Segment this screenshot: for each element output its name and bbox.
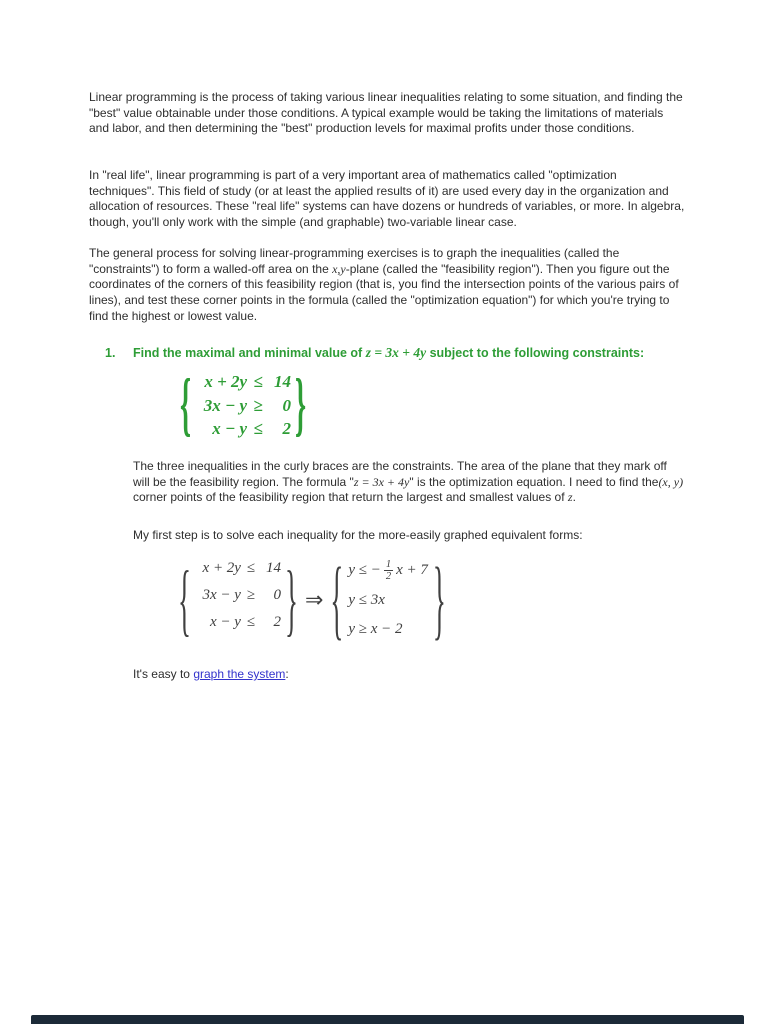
solved-row: y ≤ 3x — [348, 591, 385, 608]
xy-point-math-text: (x, y) — [658, 474, 684, 489]
constraint-row — [195, 587, 281, 614]
equivalent-forms-derivation — [178, 549, 446, 649]
constraint-row — [195, 560, 281, 587]
graph-link-line — [133, 667, 533, 683]
constraint-rhs: 14 — [265, 559, 281, 576]
problem-statement — [133, 345, 644, 361]
left-brace: { — [330, 549, 344, 649]
solved-row-pre: y ≤ − — [348, 562, 381, 579]
problem-1-heading — [105, 345, 685, 361]
paragraph-general-process-text-2: -plane (called the "feasibility region"). Then you figure out the coordinates of the corners of this feasibility region (that is, you find the intersection points of the various pairs of lines), and test these corner points in the formula (called the "optimization equation") for which you're trying to find the highest or lowest value. — [89, 261, 679, 323]
graph-link-line-before: It's easy to — [133, 667, 194, 681]
optimization-equation: z = 3x + 4y — [365, 345, 427, 360]
fraction-numerator: 1 — [385, 558, 392, 570]
solved-row: y ≥ x − 2 — [348, 621, 403, 638]
constraint-row — [195, 419, 291, 443]
paragraph-first-step: My first step is to solve each inequality for the more-easily graphed equivalent forms: — [133, 528, 583, 542]
constraint-lhs: x − y — [210, 613, 241, 630]
constraint-lhs: 3x − y — [202, 586, 241, 603]
inequality-sign: ≤ — [246, 613, 256, 630]
paragraph-explanation-text-4: . — [572, 490, 576, 505]
graph-link-line-after: : — [285, 667, 289, 681]
problem-statement-before: Find the maximal and minimal value of — [133, 346, 366, 360]
constraint-rhs: 0 — [282, 395, 292, 415]
solved-row — [348, 556, 428, 586]
formula-math-text: z = 3x + 4y — [353, 474, 410, 489]
inequality-sign: ≥ — [253, 395, 263, 415]
constraint-lhs: 3x − y — [203, 395, 248, 415]
paragraph-intro: Linear programming is the process of taking various linear inequalities relating to some situation, and finding the "best" value obtainable under those conditions. A typical example would be taking the limitations of materials and labor, and then determining the "best" production levels for maximal profits under those conditions. — [89, 90, 683, 136]
implies-arrow-icon: ⇒ — [304, 587, 324, 613]
constraint-system-green — [180, 366, 307, 446]
right-brace: } — [432, 549, 446, 649]
problem-statement-after: subject to the following constraints: — [426, 346, 645, 360]
fraction-one-half — [384, 559, 393, 583]
page-bottom-bar — [31, 1015, 744, 1024]
paragraph-explanation-text-1: The three inequalities in the curly braces are the constraints. The area of the plane that they mark off will be the feasibility region. The formula " — [133, 459, 667, 489]
constraint-lhs: x + 2y — [202, 559, 241, 576]
solved-row-post: x + 7 — [396, 562, 428, 579]
constraint-lhs: x + 2y — [204, 372, 248, 391]
constraint-row — [195, 372, 291, 396]
inequality-sign: ≥ — [246, 586, 256, 603]
inequality-sign: ≤ — [253, 419, 263, 438]
left-brace: { — [180, 366, 192, 446]
paragraph-explanation-text-3: corner points of the feasibility region that return the largest and smallest values of — [133, 490, 568, 505]
constraint-rhs: 14 — [274, 372, 292, 391]
constraint-rhs: 2 — [273, 613, 281, 630]
paragraph-explanation-text-2: " is the optimization equation. I need to find the — [409, 474, 659, 489]
paragraph-real-life: In "real life", linear programming is part of a very important area of mathematics called "optimization techniques". This field of study (or at least the applied results of it) are used every day in the organization and allocation of resources. These "real life" systems can have dozens or hundreds of variables, or more. In algebra, though, you'll only work with the simple (and graphable) two-variable linear case. — [89, 168, 685, 230]
left-brace: { — [178, 553, 191, 644]
constraint-lhs: x − y — [212, 419, 248, 438]
xy-plane-math-text: x,y — [332, 261, 346, 276]
constraint-rhs: 0 — [273, 586, 281, 603]
right-brace: } — [295, 366, 307, 446]
problem-number: 1. — [105, 346, 116, 360]
constraint-rhs: 2 — [282, 419, 292, 438]
z-math-text: z — [567, 490, 573, 505]
inequality-sign: ≤ — [246, 559, 256, 576]
original-system — [178, 553, 298, 644]
paragraph-general-process — [89, 246, 685, 325]
inequality-sign: ≤ — [253, 372, 263, 391]
paragraph-general-process-text-1: The general process for solving linear-programming exercises is to graph the inequalities (called the "constraints") to form a walled-off area on the — [89, 246, 620, 276]
right-brace: } — [284, 553, 298, 644]
solved-system — [330, 549, 446, 649]
fraction-denominator: 2 — [385, 571, 392, 583]
graph-the-system-link[interactable]: graph the system — [193, 667, 286, 681]
paragraph-explanation — [133, 459, 685, 506]
constraint-row — [195, 396, 291, 420]
constraint-row — [195, 614, 281, 641]
